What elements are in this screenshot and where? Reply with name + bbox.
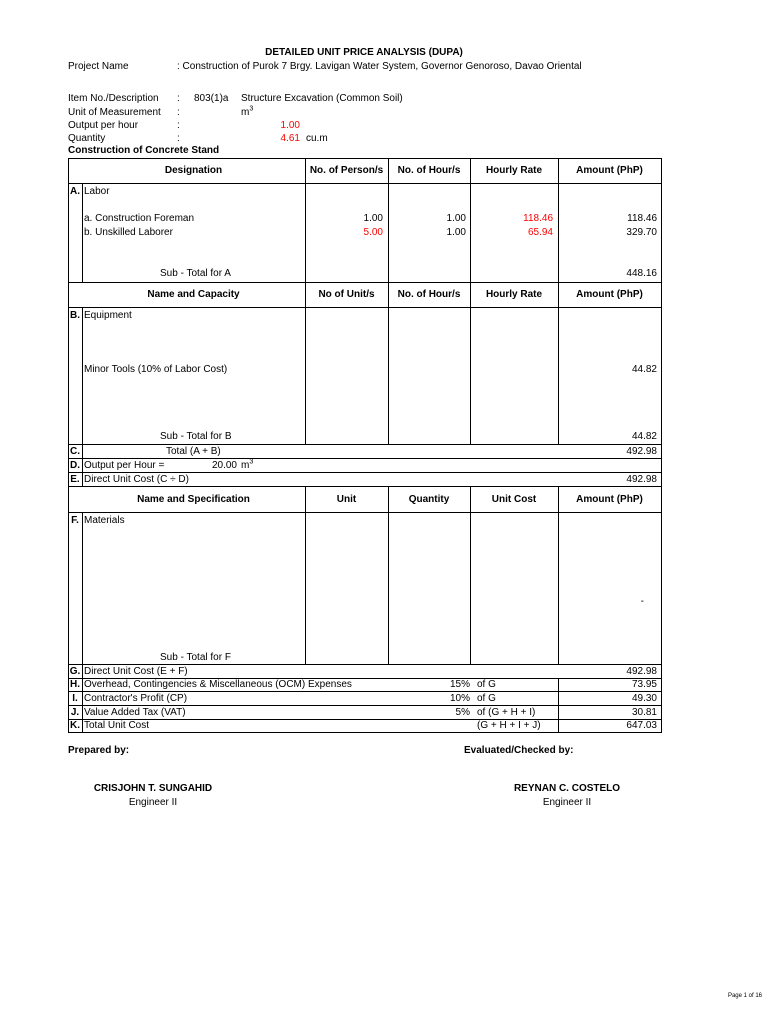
summary-letter: J. — [70, 707, 80, 718]
summary-letter: K. — [70, 720, 80, 731]
summary-value: 492.98 — [626, 666, 657, 677]
labor-row-hours: 1.00 — [446, 227, 466, 238]
summary-letter: E. — [70, 474, 80, 485]
project-value: : Construction of Purok 7 Brgy. Lavigan Water System, Governor Genoroso, Davao Oriental — [177, 61, 582, 72]
materials-header-unit-cost: Unit Cost — [491, 494, 537, 505]
labor-header-amount: Amount (PhP) — [576, 165, 643, 176]
summary-basis: of (G + H + I) — [477, 707, 536, 718]
output-label: Output per hour — [68, 120, 139, 131]
summary-value: 49.30 — [631, 693, 657, 704]
equipment-header-name: Name and Capacity — [147, 289, 240, 300]
materials-subtotal-label: Sub - Total for F — [160, 652, 231, 663]
summary-letter: C. — [70, 446, 80, 457]
summary-letter: G. — [69, 666, 81, 677]
labor-row-name: a. Construction Foreman — [84, 213, 195, 224]
summary-basis: of G — [477, 679, 496, 690]
summary-label: Total (A + B) — [166, 446, 221, 457]
checked-by-label: Evaluated/Checked by: — [464, 745, 574, 756]
summary-percent: 5% — [455, 707, 470, 718]
summary-letter: I. — [72, 693, 78, 704]
labor-letter: A. — [70, 186, 80, 197]
preparer-name: CRISJOHN T. SUNGAHID — [93, 783, 213, 794]
summary-label: Contractor's Profit (CP) — [84, 693, 188, 704]
item-no: 803(1)a — [194, 93, 229, 104]
summary-label: Output per Hour = — [84, 460, 165, 471]
equipment-header-rate: Hourly Rate — [485, 289, 543, 300]
materials-header-name: Name and Specification — [137, 494, 250, 505]
item-colon: : — [177, 93, 180, 104]
uom-value: $m^3$ — [241, 105, 254, 118]
item-description: Structure Excavation (Common Soil) — [241, 93, 403, 104]
summary-basis: (G + H + I + J) — [477, 720, 541, 731]
summary-basis: of G — [477, 693, 496, 704]
equipment-subtotal-value: 44.82 — [631, 431, 657, 442]
summary-label: Value Added Tax (VAT) — [84, 707, 186, 718]
labor-header-hours: No. of Hour/s — [397, 165, 461, 176]
labor-row-rate: 118.46 — [523, 213, 553, 224]
summary-value: 30.81 — [631, 707, 657, 718]
labor-header-persons: No. of Person/s — [309, 165, 384, 176]
prepared-by-label: Prepared by: — [68, 745, 130, 756]
summary-value: 647.03 — [626, 720, 657, 731]
materials-section-label: Materials — [84, 515, 125, 526]
materials-header-unit: Unit — [336, 494, 357, 505]
item-label: Item No./Description — [68, 93, 159, 104]
labor-row-persons: 5.00 — [363, 227, 383, 238]
labor-row-name: b. Unskilled Laborer — [84, 227, 173, 238]
labor-header-rate: Hourly Rate — [485, 165, 543, 176]
labor-row-hours: 1.00 — [446, 213, 466, 224]
materials-header-quantity: Quantity — [408, 494, 450, 505]
quantity-unit: cu.m — [306, 133, 328, 144]
output-value: 1.00 — [280, 120, 300, 131]
equipment-header-hours: No. of Hour/s — [397, 289, 461, 300]
equipment-section-label: Equipment — [84, 310, 132, 321]
quantity-label: Quantity — [68, 133, 106, 144]
labor-section-label: Labor — [84, 186, 110, 197]
quantity-value: 4.61 — [280, 133, 300, 144]
equipment-header-amount: Amount (PhP) — [576, 289, 643, 300]
summary-letter: D. — [70, 460, 80, 471]
equipment-row-amount: 44.82 — [631, 364, 657, 375]
checker-title: Engineer II — [542, 797, 592, 808]
summary-percent: 15% — [449, 679, 470, 690]
labor-subtotal-label: Sub - Total for A — [160, 268, 231, 279]
uom-colon: : — [177, 107, 180, 118]
output-colon: : — [177, 120, 180, 131]
quantity-colon: : — [177, 133, 180, 144]
page-number: Page 1 of 16 — [727, 993, 762, 999]
labor-row-amount: 329.70 — [626, 227, 657, 238]
summary-label: Overhead, Contingencies & Miscellaneous (OCM) Expenses — [84, 679, 352, 690]
equipment-row-name: Minor Tools (10% of Labor Cost) — [84, 364, 228, 375]
labor-row-rate: 65.94 — [527, 227, 553, 238]
summary-value: 73.95 — [631, 679, 657, 690]
labor-row-amount: 118.46 — [627, 213, 657, 224]
materials-dash: - — [640, 596, 644, 607]
materials-header-amount: Amount (PhP) — [576, 494, 643, 505]
project-label: Project Name — [68, 61, 129, 72]
labor-subtotal-value: 448.16 — [626, 268, 657, 279]
section-subtitle: Construction of Concrete Stand — [68, 145, 220, 156]
output-per-hour-value: 20.00 — [211, 460, 237, 471]
summary-label: Direct Unit Cost (E + F) — [84, 666, 188, 677]
document-title: DETAILED UNIT PRICE ANALYSIS (DUPA) — [265, 47, 463, 58]
summary-percent: 10% — [449, 693, 470, 704]
equipment-letter: B. — [70, 310, 80, 321]
materials-letter: F. — [71, 515, 79, 526]
summary-letter: H. — [70, 679, 80, 690]
summary-label: Direct Unit Cost (C ÷ D) — [84, 474, 189, 485]
output-per-hour-unit: $m^3$ — [241, 458, 254, 471]
labor-header-designation: Designation — [164, 165, 223, 176]
summary-value: 492.98 — [626, 474, 657, 485]
labor-row-persons: 1.00 — [363, 213, 383, 224]
uom-label: Unit of Measurement — [68, 107, 161, 118]
summary-label: Total Unit Cost — [84, 720, 150, 731]
summary-value: 492.98 — [626, 446, 657, 457]
equipment-header-units: No of Unit/s — [318, 289, 375, 300]
preparer-title: Engineer II — [128, 797, 178, 808]
checker-name: REYNAN C. COSTELO — [513, 783, 621, 794]
equipment-subtotal-label: Sub - Total for B — [160, 431, 232, 442]
